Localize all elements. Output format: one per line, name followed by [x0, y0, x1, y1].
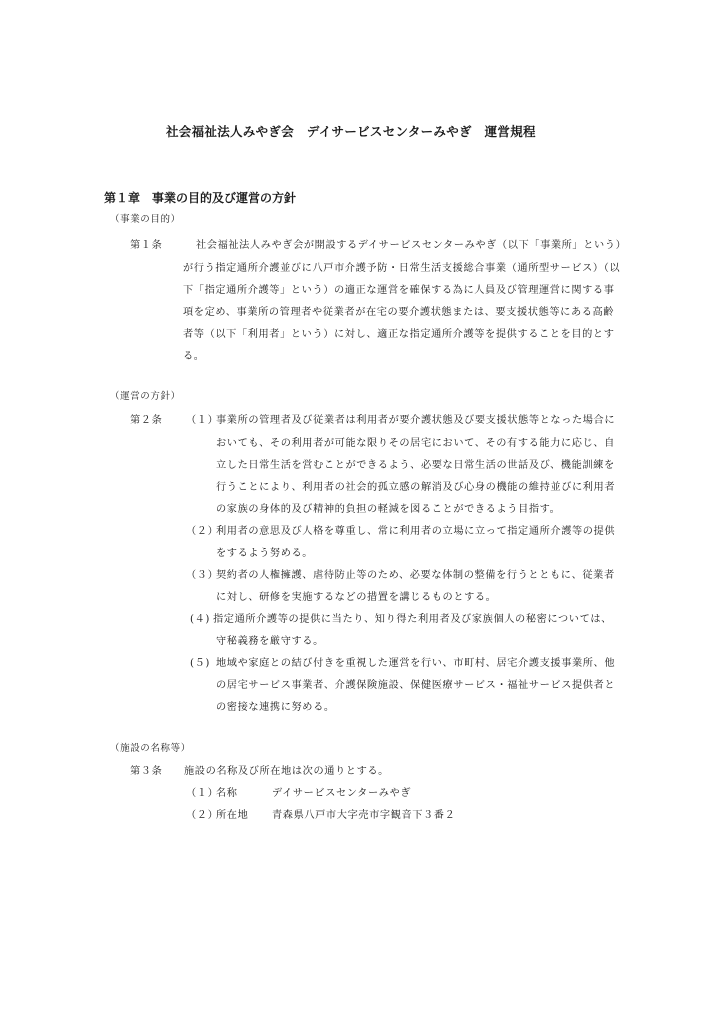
article3-label: 第３条	[130, 766, 163, 777]
article2-line: おいても、その利用者が可能な限りその居宅において、その有する能力に応じ、自	[216, 438, 615, 449]
document-title: 社会福祉法人みやぎ会 デイサービスセンターみやぎ 運営規程	[166, 124, 536, 139]
article2-item-number: （３）	[186, 570, 219, 581]
article2-line: 地域や家庭との結び付きを重視した運営を行い、市町村、居宅介護支援事業所、他	[216, 658, 616, 669]
article1-line: 者等（以下「利用者」という）に対し、適正な指定通所介護等を提供することを目的とす	[183, 329, 615, 340]
article2-line: の密接な連携に努める。	[216, 702, 335, 713]
article2-line: の居宅サービス事業者、介護保険施設、保健医療サービス・福祉サービス提供者と	[216, 680, 616, 691]
article2-line: 行うことにより、利用者の社会的孤立感の解消及び心身の機能の維持並びに利用者	[216, 482, 616, 493]
article2-item-number: (５)	[190, 658, 210, 669]
article3-intro: 施設の名称及び所在地は次の通りとする。	[184, 766, 389, 777]
article1-line: が行う指定通所介護並びに八戸市介護予防・日常生活支援総合事業（通所型サービス）（以	[183, 263, 621, 274]
article3-row-value: デイサービスセンターみやぎ	[272, 788, 412, 799]
article2-line: の家族の身体的及び精神的負担の軽減を図ることができるよう目指す。	[216, 504, 561, 515]
article1-line: 下「指定通所介護等」という）の適正な運営を確保する為に人員及び管理運営に関する事	[183, 285, 615, 296]
article2-label: 第２条	[130, 415, 163, 426]
article2-item-number: （２）	[186, 526, 219, 537]
article2-line: 立した日常生活を営むことができるよう、必要な日常生活の世話及び、機能訓練を	[216, 460, 615, 471]
article2-item-number: （１）	[186, 415, 219, 426]
article3-row-key: 名称	[216, 788, 238, 799]
article2-line: 指定通所介護等の提供に当たり、知り得た利用者及び家族個人の秘密については、	[213, 614, 612, 625]
article2-line: 利用者の意思及び人格を尊重し、常に利用者の立場に立って指定通所介護等の提供	[216, 526, 616, 537]
article2-line: をするよう努める。	[216, 548, 314, 559]
article2-line: 守秘義務を厳守する。	[216, 636, 324, 647]
article1-line: 項を定め、事業所の管理者や従業者が在宅の要介護状態または、要支援状態等にある高齢	[183, 307, 615, 318]
article3-row-number: （１）	[186, 788, 219, 799]
article1-label: 第１条	[130, 240, 163, 251]
article2-item-number: (４)	[190, 614, 210, 625]
article3-row-key: 所在地	[216, 810, 249, 821]
article3-row-number: （２）	[186, 810, 219, 821]
article2-caption: （運営の方針）	[110, 391, 181, 402]
article1-caption: （事業の目的）	[110, 214, 181, 225]
article3-row-value: 青森県八戸市大字売市字観音下３番２	[272, 810, 456, 821]
article2-line: に対し、研修を実施するなどの措置を講じるものとする。	[216, 592, 497, 603]
chapter-heading: 第１章 事業の目的及び運営の方針	[104, 191, 297, 205]
article1-line: る。	[183, 351, 205, 362]
article2-line: 事業所の管理者及び従業者は利用者が要介護状態及び要支援状態等となった場合に	[216, 415, 616, 426]
article3-caption: （施設の名称等）	[110, 743, 191, 754]
article2-line: 契約者の人権擁護、虐待防止等のため、必要な体制の整備を行うとともに、従業者	[216, 570, 615, 581]
article1-line: 社会福祉法人みやぎ会が開設するデイサービスセンターみやぎ（以下「事業所」という）	[196, 240, 627, 251]
